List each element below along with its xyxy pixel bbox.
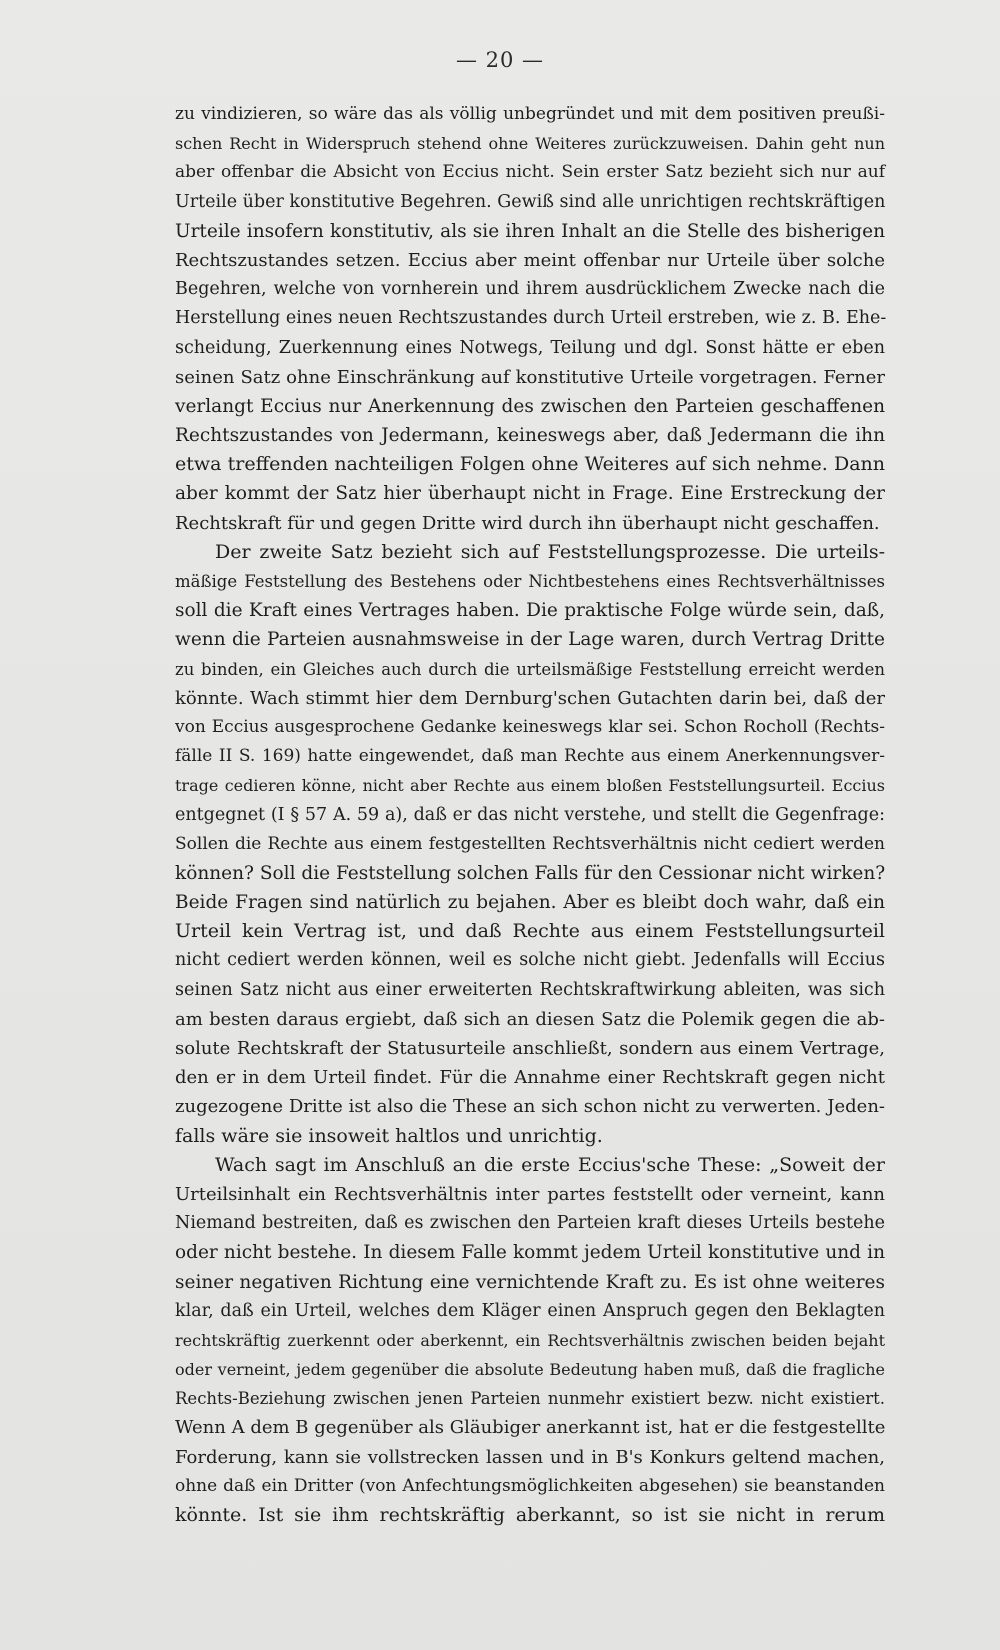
text-line: am besten daraus ergiebt, daß sich an diesen Satz die Polemik gegen die ab- (175, 1008, 885, 1030)
text-line: etwa treffenden nachteiligen Folgen ohne Weiteres auf sich nehme. Dann (175, 453, 885, 476)
text-line: entgegnet (I § 57 A. 59 a), daß er das nicht verstehe, und stellt die Gegenfrage: (175, 804, 885, 825)
text-line: klar, daß ein Urteil, welches dem Kläger einen Anspruch gegen den Beklagten (175, 1300, 885, 1321)
text-line: könnte. Ist sie ihm rechtskräftig aberkannt, so ist sie nicht in rerum (175, 1504, 885, 1526)
body-text (175, 100, 885, 1530)
text-line: falls wäre sie insoweit haltlos und unrichtig. (175, 1124, 603, 1147)
text-line: den er in dem Urteil findet. Für die Annahme einer Rechtskraft gegen nicht (175, 1067, 885, 1089)
text-line: schen Recht in Widerspruch stehend ohne Weiteres zurückzuweisen. Dahin geht nun (175, 134, 885, 154)
text-line: rechtskräftig zuerkennt oder aberkennt, ein Rechtsverhältnis zwischen beiden bejaht (175, 1330, 885, 1350)
text-line: trage cedieren könne, nicht aber Rechte aus einem bloßen Feststellungsurteil. Eccius (175, 776, 885, 796)
text-line: Urteile insofern konstitutiv, als sie ihren Inhalt an die Stelle des bisherigen (175, 220, 885, 242)
text-line: Begehren, welche von vornherein und ihrem ausdrücklichem Zwecke nach die (175, 279, 885, 300)
text-line: Der zweite Satz bezieht sich auf Feststellungsprozesse. Die urteils- (215, 540, 885, 563)
text-line: Urteil kein Vertrag ist, und daß Rechte aus einem Feststellungsurteil (175, 920, 885, 943)
text-line: soll die Kraft eines Vertrages haben. Die praktische Folge würde sein, daß, (175, 600, 885, 622)
text-line: oder nicht bestehe. In diesem Falle kommt jedem Urteil konstitutive und in (175, 1242, 885, 1264)
text-line: zu vindizieren, so wäre das als völlig unbegründet und mit dem positiven preußi- (175, 104, 885, 124)
text-line: mäßige Feststellung des Bestehens oder Nichtbestehens eines Rechtsverhältnisses (175, 572, 885, 591)
text-line: können? Soll die Feststellung solchen Falls für den Cessionar nicht wirken? (175, 862, 886, 884)
text-line: wenn die Parteien ausnahmsweise in der Lage waren, durch Vertrag Dritte (175, 629, 885, 651)
text-line: seinen Satz nicht aus einer erweiterten Rechtskraftwirkung ableiten, was sich (175, 979, 885, 1000)
text-line: Rechtskraft für und gegen Dritte wird durch ihn überhaupt nicht geschaffen. (175, 512, 880, 534)
page-number: — 20 — (455, 48, 545, 72)
text-line: Urteilsinhalt ein Rechtsverhältnis inter partes feststellt oder verneint, kann (175, 1183, 885, 1205)
text-line: zu binden, ein Gleiches auch durch die urteilsmäßige Feststellung erreicht werden (175, 659, 885, 679)
text-line: Wach sagt im Anschluß an die erste Eccius'sche These: „Soweit der (215, 1153, 885, 1176)
text-line: ohne daß ein Dritter (von Anfechtungsmöglichkeiten abgesehen) sie beanstanden (175, 1475, 885, 1496)
text-line: Sollen die Rechte aus einem festgestellten Rechtsverhältnis nicht cediert werden (175, 833, 885, 854)
text-line: Rechtszustandes setzen. Eccius aber meint offenbar nur Urteile über solche (175, 249, 885, 271)
text-line: oder verneint, jedem gegenüber die absolute Bedeutung haben muß, daß die fragliche (175, 1360, 885, 1380)
text-line: Niemand bestreiten, daß es zwischen den Parteien kraft dieses Urteils bestehe (175, 1213, 885, 1234)
text-line: Rechtszustandes von Jedermann, keineswegs aber, daß Jedermann die ihn (175, 425, 885, 447)
text-line: Herstellung eines neuen Rechtszustandes durch Urteil erstreben, wie z. B. Ehe- (175, 308, 887, 329)
text-line: fälle II S. 169) hatte eingewendet, daß man Rechte aus einem Anerkennungsver- (175, 746, 885, 767)
text-line: könnte. Wach stimmt hier dem Dernburg'schen Gutachten darin bei, daß der (175, 687, 885, 709)
text-line: seinen Satz ohne Einschränkung auf konstitutive Urteile vorgetragen. Ferner (175, 366, 885, 388)
text-line: scheidung, Zuerkennung eines Notwegs, Teilung und dgl. Sonst hätte er eben (175, 337, 885, 358)
text-line: Forderung, kann sie vollstrecken lassen und in B's Konkurs geltend machen, (175, 1446, 885, 1468)
text-line: Beide Fragen sind natürlich zu bejahen. Aber es bleibt doch wahr, daß ein (175, 892, 885, 914)
text-line: solute Rechtskraft der Statusurteile anschließt, sondern aus einem Vertrage, (175, 1038, 885, 1059)
text-line: aber offenbar die Absicht von Eccius nicht. Sein erster Satz bezieht sich nur auf (175, 162, 885, 183)
text-line: aber kommt der Satz hier überhaupt nicht in Frage. Eine Erstreckung der (175, 483, 885, 505)
text-line: Wenn A dem B gegenüber als Gläubiger anerkannt ist, hat er die festgestellte (175, 1417, 886, 1439)
text-line: seiner negativen Richtung eine vernichtende Kraft zu. Es ist ohne weiteres (175, 1271, 885, 1293)
text-line: verlangt Eccius nur Anerkennung des zwischen den Parteien geschaffenen (175, 395, 885, 417)
text-line: Urteile über konstitutive Begehren. Gewiß sind alle unrichtigen rechtskräftigen (175, 191, 886, 212)
text-line: Rechts-Beziehung zwischen jenen Parteien nunmehr existiert bezw. nicht existiert. (175, 1389, 885, 1409)
text-line: nicht cediert werden können, weil es solche nicht giebt. Jedenfalls will Eccius (175, 950, 885, 971)
text-line: von Eccius ausgesprochene Gedanke keineswegs klar sei. Schon Rocholl (Rechts- (175, 716, 885, 737)
text-line: zugezogene Dritte ist also die These an sich schon nicht zu verwerten. Jeden- (175, 1096, 885, 1118)
